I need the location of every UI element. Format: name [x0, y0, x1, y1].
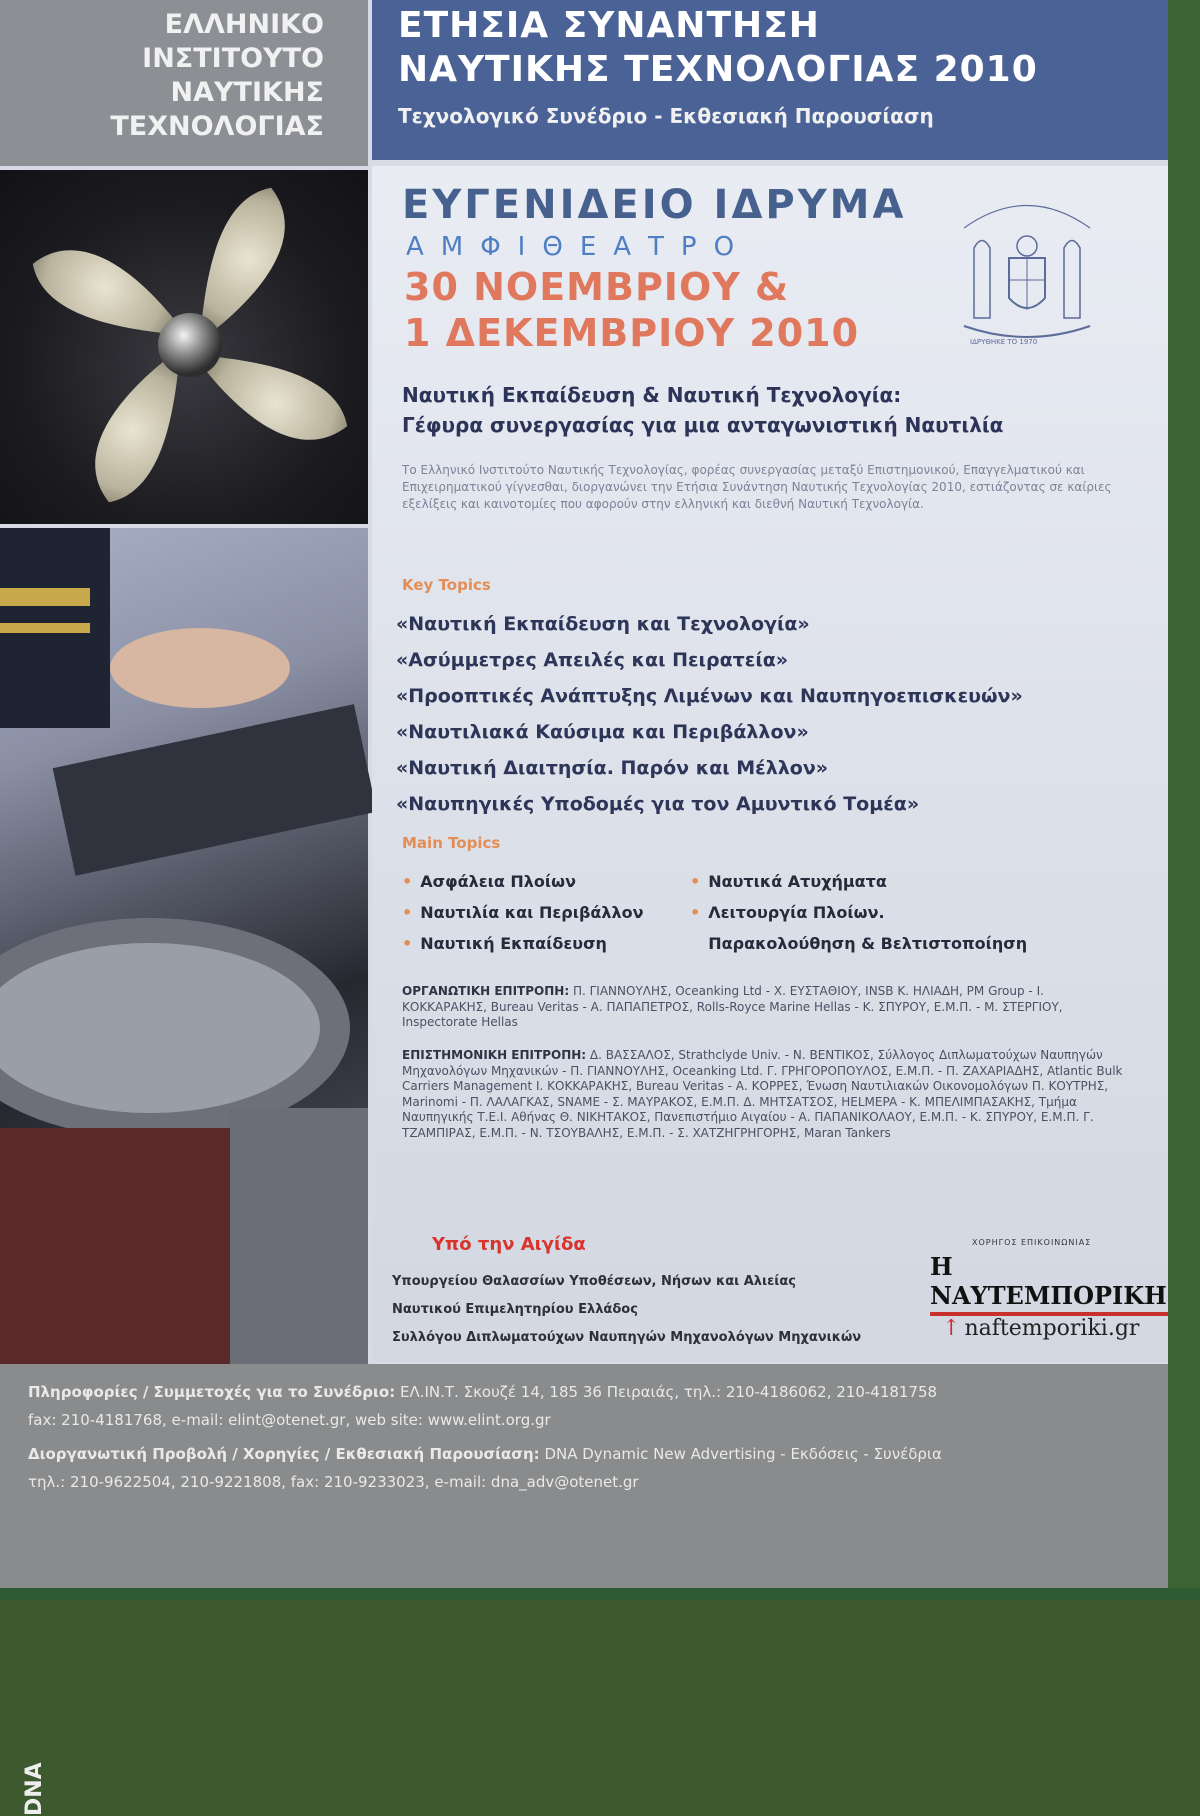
theme-line2: Γέφυρα συνεργασίας για μια ανταγωνιστική Ναυτιλία: [402, 413, 1004, 437]
bullet-icon: •: [402, 903, 413, 922]
sponsor-caption: ΧΟΡΗΓΟΣ ΕΠΙΚΟΙΝΩΝΙΑΣ: [972, 1238, 1092, 1247]
main-topic-text: Παρακολούθηση & Βελτιστοποίηση: [708, 934, 1028, 953]
bullet-icon: •: [402, 934, 413, 953]
date-line1: 30 ΝΟΕΜΒΡΙΟΥ &: [404, 265, 790, 309]
propeller-illustration: [0, 170, 368, 524]
sponsor-website-text: naftemporiki.gr: [964, 1316, 1140, 1341]
main-topic-item: [402, 897, 644, 928]
main-topics-column-2: [690, 866, 1027, 959]
org-line: ΕΛΛΗΝΙΚΟ: [164, 9, 324, 40]
venue-name: ΕΥΓΕΝΙΔΕΙΟ ΙΔΡΥΜΑ: [402, 182, 907, 228]
main-topic-text: Λειτουργία Πλοίων.: [708, 903, 885, 922]
event-dates: [404, 264, 859, 356]
institute-logo-block: [0, 0, 368, 166]
org-line: ΤΕΧΝΟΛΟΓΙΑΣ: [110, 111, 324, 142]
org-label: Διοργανωτική Προβολή / Χορηγίες / Εκθεσιακή Παρουσίαση:: [28, 1445, 540, 1463]
venue-hall: ΑΜΦΙΘΕΑΤΡΟ: [406, 232, 752, 262]
main-topic-item: [690, 928, 1027, 959]
propeller-photo: [0, 170, 368, 524]
key-topics-label: Key Topics: [402, 576, 491, 594]
organizing-committee: [402, 984, 1132, 1031]
aegis-item: Συλλόγου Διπλωματούχων Ναυπηγών Μηχανολόγων Μηχανικών: [392, 1330, 862, 1345]
bullet-icon: •: [402, 872, 413, 891]
main-topic-text: Ναυτική Εκπαίδευση: [420, 934, 607, 953]
info-text: ΕΛ.ΙΝ.Τ. Σκουζέ 14, 185 36 Πειραιάς, τηλ.: 210-4186062, 210-4181758: [399, 1383, 938, 1401]
background-edge: [0, 1588, 1200, 1600]
key-topic-item: «Ναυπηγικές Υποδομές για τον Αμυντικό Τομέα»: [396, 793, 920, 815]
event-subtitle: Τεχνολογικό Συνέδριο - Εκθεσιακή Παρουσίαση: [398, 104, 934, 128]
sponsor-mark-icon: ↑: [942, 1316, 961, 1341]
scientific-committee-label: ΕΠΙΣΤΗΜΟΝΙΚΗ ΕΠΙΤΡΟΠΗ:: [402, 1048, 587, 1062]
key-topic-item: «Ναυτική Διαιτησία. Παρόν και Μέλλον»: [396, 757, 829, 779]
title-banner: [372, 0, 1170, 160]
key-topic-item: «Προοπτικές Ανάπτυξης Λιμένων και Ναυπηγοεπισκευών»: [396, 685, 1023, 707]
main-topic-text: Ασφάλεια Πλοίων: [420, 872, 576, 891]
main-topic-text: Ναυτικά Ατυχήματα: [708, 872, 887, 891]
main-content: [372, 166, 1170, 1362]
main-topic-text: Ναυτιλία και Περιβάλλον: [420, 903, 644, 922]
key-topic-item: «Ασύμμετρες Απειλές και Πειρατεία»: [396, 649, 789, 671]
scientific-committee: [402, 1048, 1132, 1141]
info-line-2: fax: 210-4181768, e-mail: elint@otenet.gr, web site: www.elint.org.gr: [28, 1411, 551, 1429]
main-topic-item: [690, 897, 1027, 928]
aegis-item: Υπουργείου Θαλασσίων Υποθέσεων, Νήσων και Αλιείας: [392, 1274, 797, 1289]
aegis-list: [392, 1268, 861, 1352]
ship-bridge-illustration: [0, 528, 368, 1364]
main-topic-item: [402, 928, 644, 959]
footer-contact: [0, 1364, 1170, 1590]
scientific-committee-members: Δ. ΒΑΣΣΑΛΟΣ, Strathclyde Univ. - Ν. ΒΕΝΤΙΚΟΣ, Σύλλογος Διπλωματούχων Ναυπηγών Μηχανολόγων Μηχανικών - Π. ΓΙΑΝΝΟΥΛΗΣ, Oceanking Ltd. Γ. ΓΡΗΓΟΡΟΠΟΥΛΟΣ, Ε.Μ.Π. - Π. ΖΑΧΑΡΙΑΔΗΣ, Atlantic Bulk Carriers Management Ι. ΚΟΚΚΑΡΑΚΗΣ, Bureau Veritas - Α. ΚΟΡΡΕΣ, Ένωση Ναυτιλιακών Οικονομολόγων Π. ΚΟΥΤΡΗΣ, Marinomi - Π. ΛΑΛΑΓΚΑΣ, SNAME - Σ. ΜΑΥΡΑΚΟΣ, Ε.Μ.Π. Δ. ΜΗΤΣΑΤΣΟΣ, HELMEPA - Κ. ΜΠΕΛΙΜΠΑΣΑΚΗΣ, Τμήμα Ναυπηγικής Τ.Ε.Ι. Αθήνας Θ. ΝΙΚΗΤΑΚΟΣ, Πανεπιστήμιο Αιγαίου - Α. ΠΑΠΑΝΙΚΟΛΑΟΥ, Ε.Μ.Π. - Κ. ΣΠΥΡΟΥ, Ε.Μ.Π. Γ. ΤΖΑΜΠΙΡΑΣ, Ε.Μ.Π. - Ν. ΤΣΟΥΒΑΛΗΣ, Ε.Μ.Π. - Σ. ΧΑΤΖΗΓΡΗΓΟΡΗΣ, Maran Tankers: [402, 1048, 1123, 1140]
theme-line1: Ναυτική Εκπαίδευση & Ναυτική Τεχνολογία:: [402, 383, 902, 407]
org-line-2: τηλ.: 210-9622504, 210-9221808, fax: 210-9233023, e-mail: dna_adv@otenet.gr: [28, 1473, 639, 1491]
aegis-label: Υπό την Αιγίδα: [432, 1234, 586, 1255]
org-line: ΙΝΣΤΙΤΟΥΤΟ: [142, 43, 324, 74]
institute-crest-icon: [944, 188, 1110, 354]
theme-heading: [402, 380, 1003, 440]
main-topic-item: [402, 866, 644, 897]
bullet-icon: •: [690, 872, 701, 891]
info-line: [28, 1378, 1170, 1406]
org-line: ΝΑΥΤΙΚΗΣ: [170, 77, 324, 108]
key-topics-list: [396, 606, 1023, 822]
date-line2: 1 ΔΕΚΕΜΒΡΙΟΥ 2010: [404, 311, 860, 355]
main-topics-label: Main Topics: [402, 834, 501, 852]
key-topic-item: «Ναυτιλιακά Καύσιμα και Περιβάλλον»: [396, 721, 809, 743]
background-edge: [1168, 0, 1200, 1600]
organizing-committee-members: Π. ΓΙΑΝΝΟΥΛΗΣ, Oceanking Ltd - Χ. ΕΥΣΤΑΘΙΟΥ, INSB Κ. ΗΛΙΑΔΗ, PM Group - Ι. ΚΟΚΚΑΡΑΚΗΣ, Bureau Veritas - Α. ΠΑΠΑΠΕΤΡΟΣ, Rolls-Royce Marine Hellas - Κ. ΣΠΥΡΟΥ, Ε.Μ.Π. - Μ. ΣΤΕΡΓΙΟΥ, Inspectorate Hellas: [402, 984, 1063, 1029]
org-text: DNA Dynamic New Advertising - Εκδόσεις - Συνέδρια: [544, 1445, 942, 1463]
dna-logo-mark: DNA: [22, 1762, 47, 1816]
intro-paragraph: Το Ελληνικό Ινστιτούτο Ναυτικής Τεχνολογίας, φορέας συνεργασίας μεταξύ Επιστημονικού, Επαγγελματικού και Επιχειρηματικού γίγνεσθαι, διοργανώνει την Ετήσια Συνάντηση Ναυτικής Τεχνολογίας 2010, εστιάζοντας σε καίριες εξελίξεις και καινοτομίες που αφορούν στην ελληνική και διεθνή Ναυτική Τεχνολογία.: [402, 463, 1112, 511]
organizing-committee-label: ΟΡΓΑΝΩΤΙΚΗ ΕΠΙΤΡΟΠΗ:: [402, 984, 570, 998]
info-label: Πληροφορίες / Συμμετοχές για το Συνέδριο:: [28, 1383, 396, 1401]
main-topics-column-1: [402, 866, 644, 959]
sponsor-website: [942, 1316, 1139, 1341]
event-title-line2: ΝΑΥΤΙΚΗΣ ΤΕΧΝΟΛΟΓΙΑΣ 2010: [398, 49, 1038, 90]
bullet-icon: •: [690, 903, 701, 922]
sponsor-logo: Η ΝΑΥΤΕΜΠΟΡΙΚΗ: [930, 1252, 1170, 1316]
crest-caption: ΙΔΡΥΘΗΚΕ ΤΟ 1970: [970, 338, 1038, 346]
main-topic-item: [690, 866, 1027, 897]
org-line: [28, 1440, 1170, 1468]
event-title-line1: ΕΤΗΣΙΑ ΣΥΝΑΝΤΗΣΗ: [398, 5, 820, 46]
key-topic-item: «Ναυτική Εκπαίδευση και Τεχνολογία»: [396, 613, 810, 635]
aegis-item: Ναυτικού Επιμελητηρίου Ελλάδος: [392, 1302, 638, 1317]
